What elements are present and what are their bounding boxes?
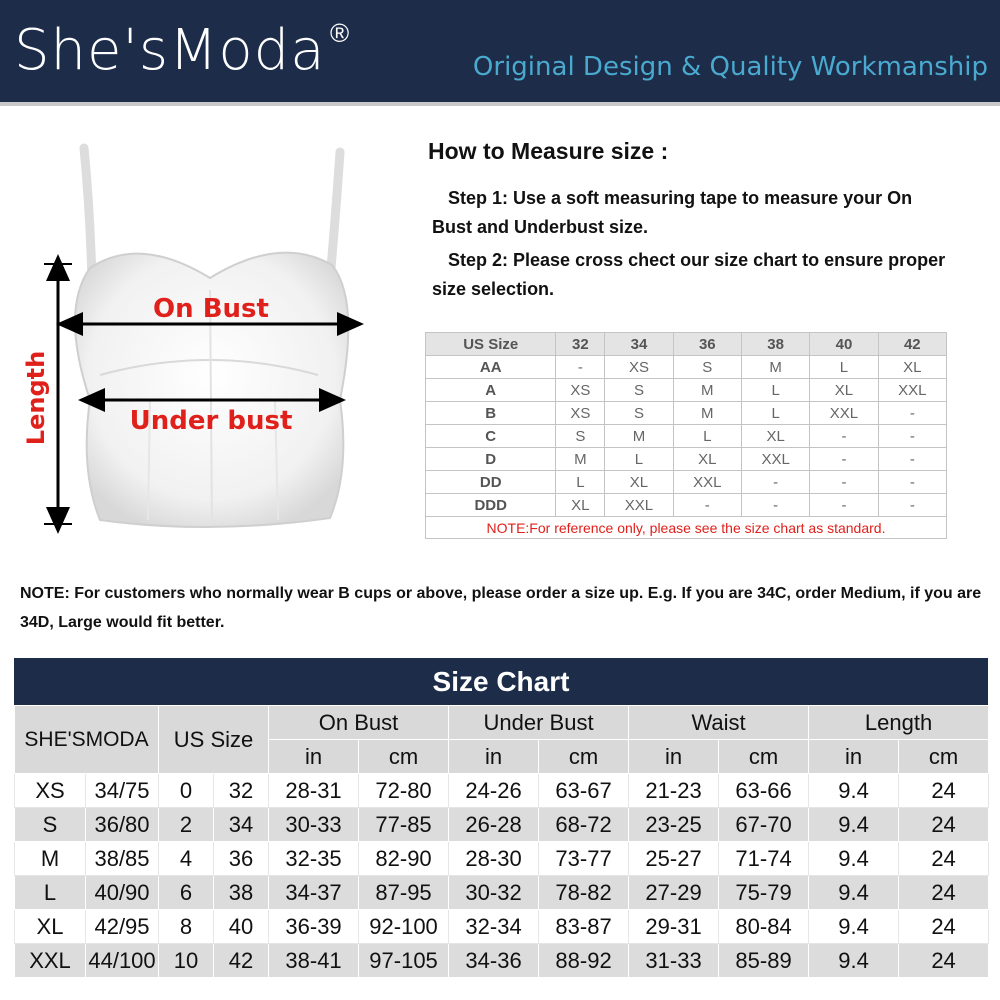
size-cell: 80-84	[719, 910, 809, 944]
ref-cup-cell: C	[426, 425, 556, 448]
brand-logo: She'sModa	[14, 18, 326, 83]
size-row	[15, 808, 989, 842]
size-cell: 10	[159, 944, 214, 978]
size-cell: 34-36	[449, 944, 539, 978]
size-cell: 4	[159, 842, 214, 876]
size-cell: 97-105	[359, 944, 449, 978]
ref-size-cell: -	[810, 471, 878, 494]
ref-header: 32	[556, 333, 605, 356]
size-cell: 2	[159, 808, 214, 842]
size-cell: 40	[214, 910, 269, 944]
size-cell: 42	[214, 944, 269, 978]
size-cell: 9.4	[809, 774, 899, 808]
size-cell: 92-100	[359, 910, 449, 944]
tagline: Original Design & Quality Workmanship	[472, 52, 988, 82]
ref-size-cell: -	[741, 471, 809, 494]
ref-size-cell: M	[556, 448, 605, 471]
size-cell: XS	[15, 774, 86, 808]
reference-header-row	[426, 333, 947, 356]
size-cell: 44/100	[86, 944, 159, 978]
size-cell: 30-32	[449, 876, 539, 910]
ref-cup-cell: A	[426, 379, 556, 402]
ref-size-cell: XXL	[810, 402, 878, 425]
reference-size-table	[425, 332, 947, 539]
ref-size-cell: M	[741, 356, 809, 379]
ref-size-cell: -	[878, 448, 946, 471]
ref-header: 36	[673, 333, 741, 356]
ref-header: US Size	[426, 333, 556, 356]
sizing-note: NOTE: For customers who normally wear B cups or above, please order a size up. E.g. If you are 34C, order Medium, if you are 34D, Large would fit better.	[20, 585, 982, 631]
reference-row	[426, 448, 947, 471]
size-row	[15, 944, 989, 978]
size-cell: 6	[159, 876, 214, 910]
ref-size-cell: M	[673, 402, 741, 425]
size-cell: 77-85	[359, 808, 449, 842]
size-cell: 83-87	[539, 910, 629, 944]
ref-size-cell: XL	[878, 356, 946, 379]
unit-header: cm	[539, 740, 629, 774]
size-cell: 9.4	[809, 808, 899, 842]
ref-size-cell: L	[673, 425, 741, 448]
header-banner	[0, 0, 1000, 102]
unit-header: in	[269, 740, 359, 774]
ref-size-cell: S	[605, 402, 673, 425]
unit-header: cm	[719, 740, 809, 774]
size-cell: 24	[899, 842, 989, 876]
group-header: Under Bust	[449, 706, 629, 740]
ref-size-cell: XXL	[878, 379, 946, 402]
group-header: Length	[809, 706, 989, 740]
size-row	[15, 774, 989, 808]
reference-row	[426, 356, 947, 379]
size-cell: 30-33	[269, 808, 359, 842]
ref-header: 34	[605, 333, 673, 356]
size-row	[15, 910, 989, 944]
unit-header: cm	[359, 740, 449, 774]
ref-size-cell: XXL	[741, 448, 809, 471]
how-to-measure-title: How to Measure size :	[428, 138, 669, 164]
header-divider	[0, 102, 1000, 106]
ref-cup-cell: AA	[426, 356, 556, 379]
size-cell: 9.4	[809, 944, 899, 978]
size-cell: 85-89	[719, 944, 809, 978]
ref-size-cell: -	[810, 494, 878, 517]
group-header: On Bust	[269, 706, 449, 740]
ref-size-cell: XL	[556, 494, 605, 517]
size-cell: 9.4	[809, 876, 899, 910]
size-cell: L	[15, 876, 86, 910]
size-chart-title: Size Chart	[14, 658, 988, 705]
size-cell: 36/80	[86, 808, 159, 842]
ref-size-cell: -	[810, 448, 878, 471]
ref-size-cell: S	[673, 356, 741, 379]
size-cell: 28-30	[449, 842, 539, 876]
ref-size-cell: -	[878, 494, 946, 517]
size-cell: 24	[899, 876, 989, 910]
size-cell: 72-80	[359, 774, 449, 808]
size-cell: 42/95	[86, 910, 159, 944]
size-cell: 24	[899, 944, 989, 978]
ref-size-cell: M	[673, 379, 741, 402]
size-cell: 0	[159, 774, 214, 808]
size-cell: 32-34	[449, 910, 539, 944]
size-cell: 34/75	[86, 774, 159, 808]
ref-size-cell: L	[810, 356, 878, 379]
size-cell: 9.4	[809, 842, 899, 876]
ref-size-cell: -	[878, 471, 946, 494]
size-cell: 31-33	[629, 944, 719, 978]
us-size-column-header: US Size	[159, 706, 269, 774]
ref-size-cell: -	[810, 425, 878, 448]
ref-size-cell: XXL	[673, 471, 741, 494]
ref-cup-cell: B	[426, 402, 556, 425]
ref-size-cell: L	[741, 379, 809, 402]
reference-row	[426, 402, 947, 425]
ref-size-cell: XS	[556, 379, 605, 402]
size-cell: 32-35	[269, 842, 359, 876]
size-cell: 21-23	[629, 774, 719, 808]
size-cell: M	[15, 842, 86, 876]
size-cell: 24	[899, 910, 989, 944]
size-cell: 32	[214, 774, 269, 808]
size-cell: 67-70	[719, 808, 809, 842]
size-cell: 40/90	[86, 876, 159, 910]
size-cell: 26-28	[449, 808, 539, 842]
reference-row	[426, 379, 947, 402]
ref-size-cell: L	[605, 448, 673, 471]
size-cell: 23-25	[629, 808, 719, 842]
brand-column-header: SHE'SMODA	[15, 706, 159, 774]
ref-size-cell: L	[741, 402, 809, 425]
ref-size-cell: XS	[556, 402, 605, 425]
size-cell: 63-66	[719, 774, 809, 808]
size-cell: 63-67	[539, 774, 629, 808]
unit-header: cm	[899, 740, 989, 774]
unit-header: in	[629, 740, 719, 774]
ref-size-cell: S	[605, 379, 673, 402]
reference-row	[426, 471, 947, 494]
size-cell: 36-39	[269, 910, 359, 944]
length-label: Length	[22, 350, 50, 446]
reference-row	[426, 425, 947, 448]
size-cell: 71-74	[719, 842, 809, 876]
ref-size-cell: XL	[741, 425, 809, 448]
ref-header: 38	[741, 333, 809, 356]
size-cell: 38/85	[86, 842, 159, 876]
size-cell: 24	[899, 808, 989, 842]
size-cell: 88-92	[539, 944, 629, 978]
size-cell: 29-31	[629, 910, 719, 944]
under-bust-label: Under bust	[129, 406, 293, 436]
size-cell: 38	[214, 876, 269, 910]
size-cell: XXL	[15, 944, 86, 978]
size-cell: 78-82	[539, 876, 629, 910]
ref-size-cell: -	[673, 494, 741, 517]
group-header: Waist	[629, 706, 809, 740]
size-cell: 38-41	[269, 944, 359, 978]
size-cell: 75-79	[719, 876, 809, 910]
size-cell: 87-95	[359, 876, 449, 910]
size-row	[15, 876, 989, 910]
ref-size-cell: -	[878, 425, 946, 448]
size-row	[15, 842, 989, 876]
bra-illustration	[0, 130, 420, 550]
ref-cup-cell: DDD	[426, 494, 556, 517]
unit-header: in	[809, 740, 899, 774]
reference-note: NOTE:For reference only, please see the size chart as standard.	[426, 517, 947, 539]
ref-size-cell: -	[741, 494, 809, 517]
reference-row	[426, 494, 947, 517]
ref-size-cell: S	[556, 425, 605, 448]
ref-size-cell: XS	[605, 356, 673, 379]
size-cell: 24	[899, 774, 989, 808]
ref-size-cell: XXL	[605, 494, 673, 517]
size-cell: 8	[159, 910, 214, 944]
size-cell: 28-31	[269, 774, 359, 808]
size-cell: 34	[214, 808, 269, 842]
size-cell: 36	[214, 842, 269, 876]
ref-size-cell: L	[556, 471, 605, 494]
registered-mark: ®	[330, 18, 350, 48]
size-cell: 24-26	[449, 774, 539, 808]
on-bust-label: On Bust	[153, 294, 269, 324]
ref-cup-cell: DD	[426, 471, 556, 494]
ref-header: 40	[810, 333, 878, 356]
size-cell: 25-27	[629, 842, 719, 876]
ref-size-cell: M	[605, 425, 673, 448]
ref-size-cell: XL	[605, 471, 673, 494]
step-2-text: Step 2: Please cross chect our size chart to ensure proper size selection.	[432, 250, 946, 299]
size-cell: 9.4	[809, 910, 899, 944]
step-1-text: Step 1: Use a soft measuring tape to measure your On Bust and Underbust size.	[432, 188, 913, 237]
size-cell: 73-77	[539, 842, 629, 876]
ref-header: 42	[878, 333, 946, 356]
ref-size-cell: -	[556, 356, 605, 379]
ref-size-cell: XL	[810, 379, 878, 402]
unit-header: in	[449, 740, 539, 774]
size-cell: 68-72	[539, 808, 629, 842]
ref-cup-cell: D	[426, 448, 556, 471]
size-cell: 34-37	[269, 876, 359, 910]
size-chart-table	[14, 705, 989, 978]
size-cell: 27-29	[629, 876, 719, 910]
size-cell: XL	[15, 910, 86, 944]
size-cell: S	[15, 808, 86, 842]
size-cell: 82-90	[359, 842, 449, 876]
ref-size-cell: XL	[673, 448, 741, 471]
ref-size-cell: -	[878, 402, 946, 425]
